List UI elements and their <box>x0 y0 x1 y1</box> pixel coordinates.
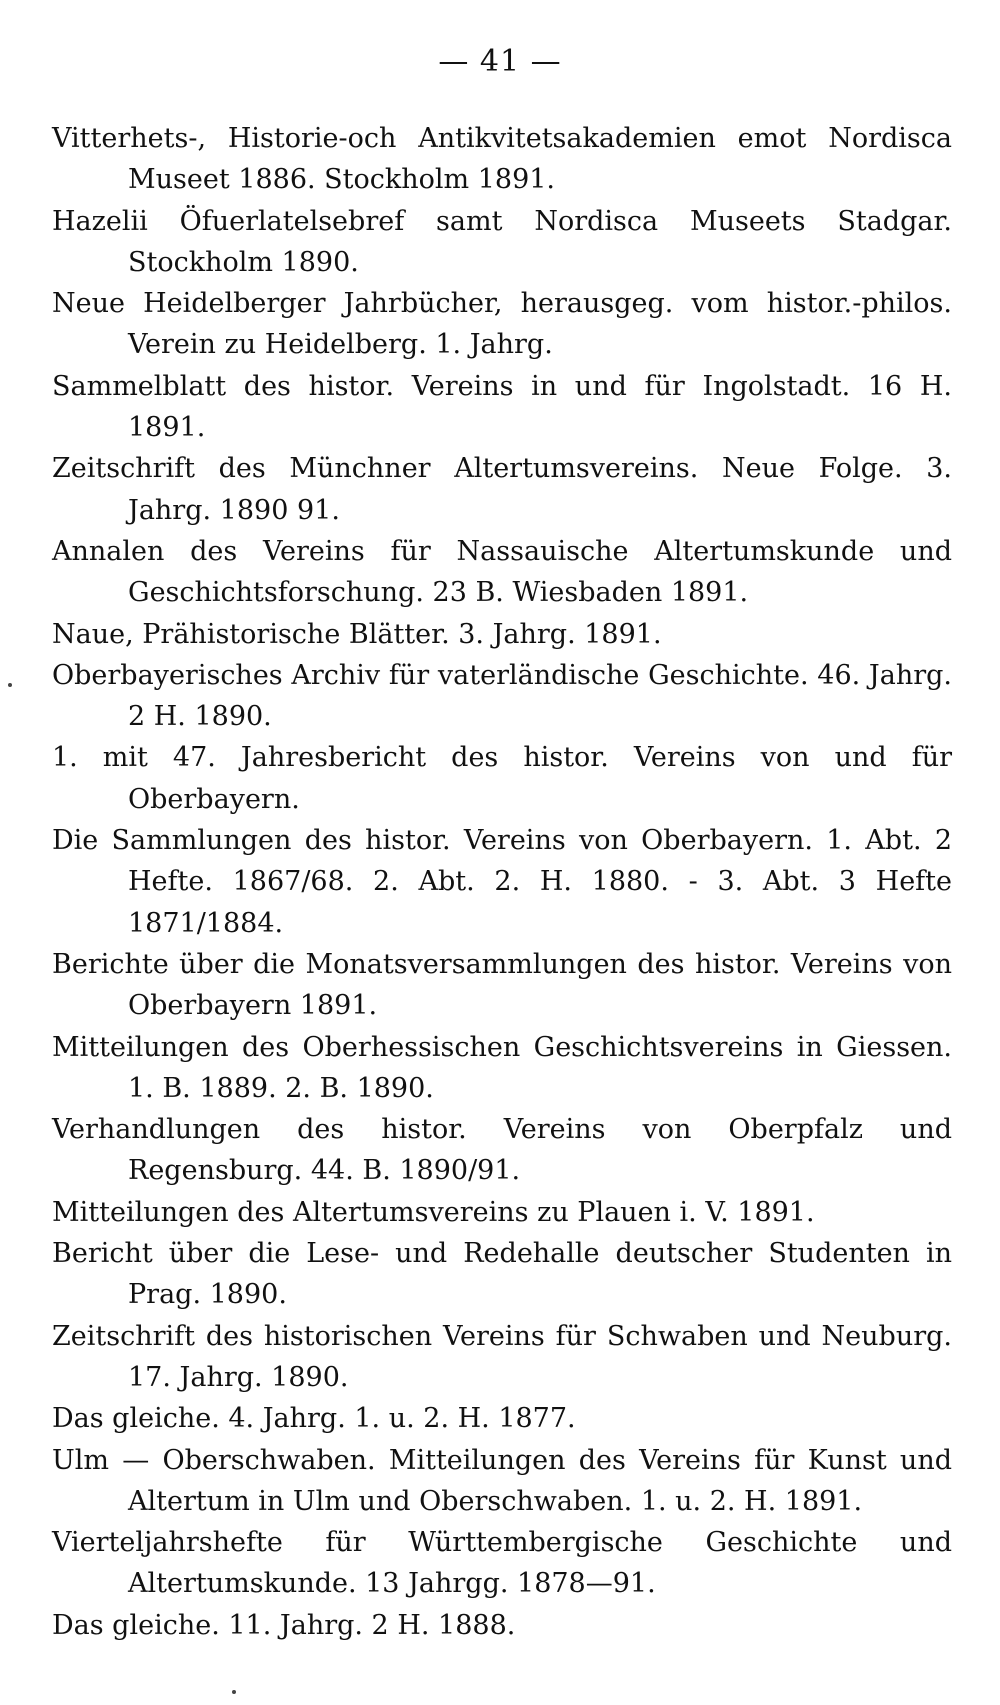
bibliography-entry: Naue, Prähistorische Blätter. 3. Jahrg. 1891. <box>52 618 662 650</box>
bibliography-entry: Sammelblatt des histor. Vereins in und für Ingolstadt. 16 H. 1891. <box>52 370 952 444</box>
bibliography-entry: Verhandlungen des histor. Vereins von Oberpfalz und Regensburg. 44. B. 1890/91. <box>52 1114 952 1187</box>
bibliography-entry: Neue Heidelberger Jahrbücher, herausgeg. vom histor.-philos. Verein zu Heidelberg. 1. Jahrg. <box>52 288 952 361</box>
bibliography-entry: Bericht über die Lese- und Redehalle deutscher Studenten in Prag. 1890. <box>52 1238 952 1311</box>
bibliography-entry: Vitterhets-, Historie-och Antikvitetsakademien emot Nordisca Museet 1886. Stockholm 1891. <box>52 123 952 196</box>
bibliography-entry: Zeitschrift des Münchner Altertumsvereins. Neue Folge. 3. Jahrg. 1890 91. <box>52 453 952 526</box>
bibliography-entry: Ulm — Oberschwaben. Mitteilungen des Vereins für Kunst und Altertum in Ulm und Oberschwaben. 1. u. 2. H. 1891. <box>52 1444 952 1517</box>
bibliography-entry: Vierteljahrshefte für Württembergische Geschichte und Altertumskunde. 13 Jahrgg. 1878—91. <box>52 1527 952 1600</box>
bibliography-entry: Annalen des Vereins für Nassauische Altertumskunde und Geschichtsforschung. 23 B. Wiesbaden 1891. <box>52 535 952 609</box>
page-number: — 41 — <box>438 44 562 79</box>
bibliography-entry: Das gleiche. 11. Jahrg. 2 H. 1888. <box>52 1609 516 1641</box>
bibliography-entry: Hazelii Öfuerlatelsebref samt Nordisca Museets Stadgar. Stockholm 1890. <box>52 205 952 278</box>
bibliography-entry: Die Sammlungen des histor. Vereins von Oberbayern. 1. Abt. 2 Hefte. 1867/68. 2. Abt. 2. H. 1880. - 3. Abt. 3 Hefte 1871/1884. <box>52 825 952 939</box>
bibliography-entry: Berichte über die Monatsversammlungen des histor. Vereins von Oberbayern 1891. <box>52 948 952 1022</box>
print-speck <box>232 1690 236 1694</box>
bibliography-entry: Mitteilungen des Altertumsvereins zu Plauen i. V. 1891. <box>52 1196 815 1228</box>
bibliography-entry: 1. mit 47. Jahresbericht des histor. Vereins von und für Oberbayern. <box>52 742 952 815</box>
bibliography-entry: Das gleiche. 4. Jahrg. 1. u. 2. H. 1877. <box>52 1403 576 1435</box>
bibliography-entry: Mitteilungen des Oberhessischen Geschichtsvereins in Giessen. 1. B. 1889. 2. B. 1890. <box>52 1031 952 1104</box>
bibliography-list <box>52 118 952 1646</box>
bibliography-entry: Oberbayerisches Archiv für vaterländische Geschichte. 46. Jahrg. 2 H. 1890. <box>52 659 952 733</box>
bibliography-entry: Zeitschrift des historischen Vereins für Schwaben und Neuburg. 17. Jahrg. 1890. <box>52 1320 952 1393</box>
print-speck <box>8 683 12 687</box>
